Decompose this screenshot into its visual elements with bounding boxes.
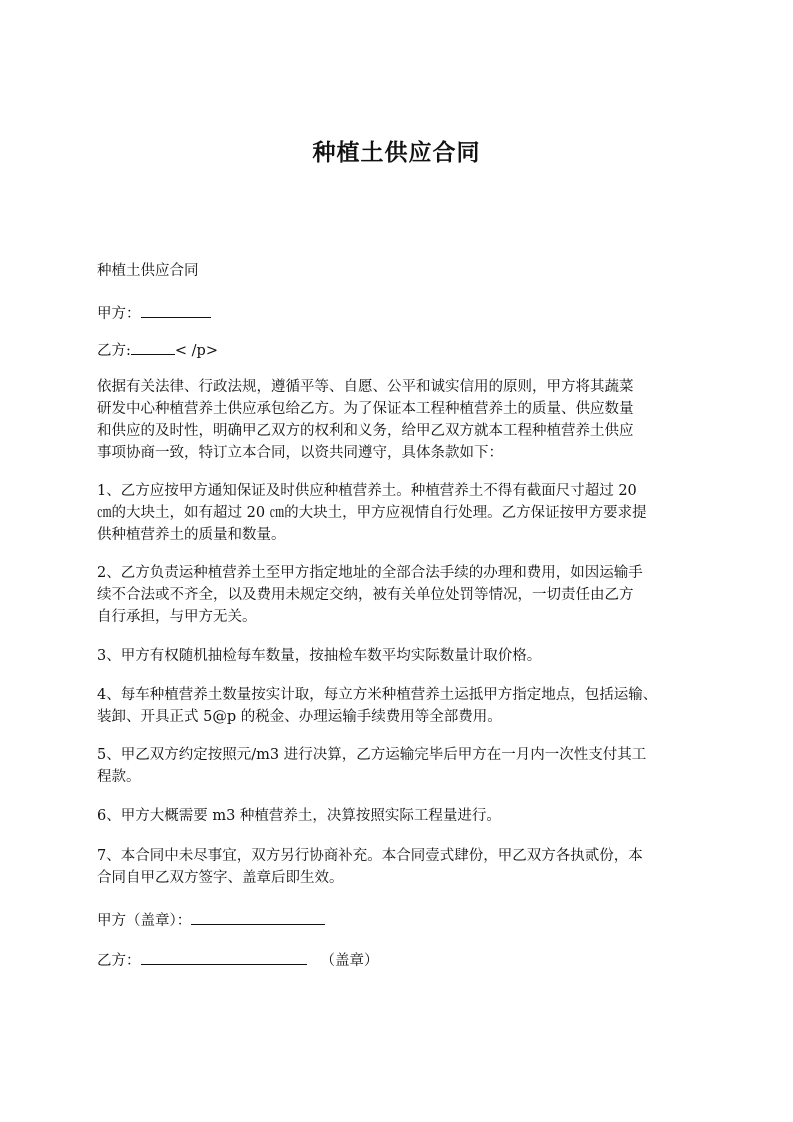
clause-line: 2、乙方负责运种植营养土至甲方指定地址的全部合法手续的办理和费用，如因运输手 [97,565,643,581]
clause-line: 7、本合同中未尽事宜，双方另行协商补充。本合同壹式肆份，甲乙双方各执贰份，本 [97,848,643,864]
sign-party-b-blank [141,950,307,965]
intro-line: 依据有关法律、行政法规，遵循平等、自愿、公平和诚实信用的原则，甲方将其蔬菜 [97,379,634,395]
intro-paragraph [97,376,709,464]
clause-line: 供种植营养土的质量和数量。 [97,527,286,543]
intro-line: 和供应的及时性，明确甲乙双方的权利和义务，给甲乙双方就本工程种植营养土供应 [97,423,634,439]
party-a-label: 甲方： [97,306,141,322]
party-a-line [97,303,211,324]
intro-line: 研发中心种植营养土供应承包给乙方。为了保证本工程种植营养土的质量、供应数量 [97,401,634,417]
clause-line: 4、每车种植营养土数量按实计取，每立方米种植营养土运抵甲方指定地点，包括运输、 [97,687,658,703]
sign-party-a-label: 甲方（盖章）： [97,913,192,929]
clause-line: 程款。 [97,769,141,785]
party-b-suffix: < /p> [174,343,218,359]
clause-7 [97,845,709,889]
clause-line: 续不合法或不齐全，以及费用未规定交纳，被有关单位处罚等情况，一切责任由乙方 [97,587,634,603]
clause-line: 6、甲方大概需要 m3 种植营养土，决算按照实际工程量进行。 [97,808,501,824]
clause-6 [97,805,709,827]
clause-3 [97,645,709,667]
clause-line: ㎝的大块土，如有超过 20 ㎝的大块土，甲方应视情自行处理。乙方保证按甲方要求提 [97,505,647,521]
party-b-label: 乙方: [97,343,131,359]
document-title: 种植土供应合同 [312,140,481,166]
clause-line: 自行承担，与甲方无关。 [97,609,257,625]
intro-line: 事项协商一致，特订立本合同，以资共同遵守，具体条款如下： [97,445,503,461]
party-b-line [97,340,218,361]
clause-line: 3、甲方有权随机抽检每车数量，按抽检车数平均实际数量计取价格。 [97,648,542,664]
clause-4 [97,684,709,728]
clause-line: 5、甲乙双方约定按照元/m3 进行决算，乙方运输完毕后甲方在一月内一次性支付其工 [97,747,647,763]
document-subtitle: 种植土供应合同 [97,263,199,279]
clause-5 [97,744,709,788]
clause-line: 1、乙方应按甲方通知保证及时供应种植营养土。种植营养土不得有截面尺寸超过 20 [97,483,637,499]
sign-party-b-suffix: （盖章） [320,953,379,969]
party-b-blank [131,340,175,355]
clause-1 [97,480,709,546]
sign-party-b-line [97,950,379,971]
party-a-blank [141,303,211,318]
sign-party-b-label: 乙方： [97,953,141,969]
clause-line: 装卸、开具正式 5@p 的税金、办理运输手续费用等全部费用。 [97,709,502,725]
clause-2 [97,562,709,628]
clause-line: 合同自甲乙双方签字、盖章后即生效。 [97,870,344,886]
sign-party-a-line [97,910,325,931]
sign-party-a-blank [191,910,325,925]
